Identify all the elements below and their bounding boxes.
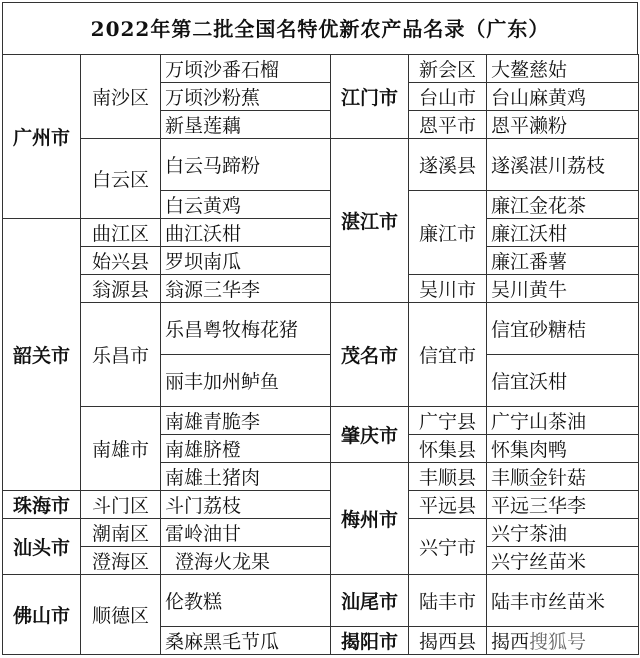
product-cell: 信宜沃柑 — [487, 355, 639, 407]
product-cell: 罗坝南瓜 — [161, 247, 331, 275]
product-cell: 遂溪湛川荔枝 — [487, 139, 639, 191]
product-cell: 广宁山茶油 — [487, 407, 639, 435]
district-cell: 乐昌市 — [81, 303, 161, 407]
product-cell: 南雄土猪肉 — [161, 463, 331, 491]
product-cell: 南雄青脆李 — [161, 407, 331, 435]
product-cell: 乐昌粤牧梅花猪 — [161, 303, 331, 355]
district-cell: 信宜市 — [409, 303, 487, 407]
district-cell: 怀集县 — [409, 435, 487, 463]
district-cell: 揭西县 — [409, 627, 487, 655]
product-cell: 白云黄鸡 — [161, 191, 331, 219]
product-cell: 平远三华李 — [487, 491, 639, 519]
table-row — [3, 491, 639, 519]
product-cell: 廉江金花茶 — [487, 191, 639, 219]
district-cell: 遂溪县 — [409, 139, 487, 191]
district-cell: 白云区 — [81, 139, 161, 219]
watermark-text: 搜狐号 — [529, 631, 587, 653]
product-cell: 伦教糕 — [161, 575, 331, 627]
product-cell: 怀集肉鸭 — [487, 435, 639, 463]
product-cell: 万顷沙粉蕉 — [161, 83, 331, 111]
district-cell: 广宁县 — [409, 407, 487, 435]
city-cell: 湛江市 — [331, 139, 409, 303]
district-cell: 台山市 — [409, 83, 487, 111]
product-list-sheet — [2, 2, 638, 655]
table-row — [3, 547, 639, 575]
table-row — [3, 55, 639, 83]
table-row — [3, 519, 639, 547]
district-cell: 顺德区 — [81, 575, 161, 655]
table-row — [3, 247, 639, 275]
district-cell: 丰顺县 — [409, 463, 487, 491]
city-cell: 广州市 — [3, 55, 81, 219]
district-cell: 南沙区 — [81, 55, 161, 139]
district-cell: 南雄市 — [81, 407, 161, 491]
product-cell: 兴宁丝苗米 — [487, 547, 639, 575]
district-cell: 潮南区 — [81, 519, 161, 547]
city-cell: 揭阳市 — [331, 627, 409, 655]
table-row — [3, 219, 639, 247]
table-row — [3, 303, 639, 355]
product-text: 揭西 — [491, 631, 530, 653]
product-cell: 雷岭油甘 — [161, 519, 331, 547]
table-row — [3, 139, 639, 191]
product-cell: 恩平濑粉 — [487, 111, 639, 139]
product-cell: 廉江沃柑 — [487, 219, 639, 247]
product-cell: 大鳌慈姑 — [487, 55, 639, 83]
product-cell: 吴川黄牛 — [487, 275, 639, 303]
city-cell: 韶关市 — [3, 219, 81, 491]
district-cell: 恩平市 — [409, 111, 487, 139]
district-cell: 廉江市 — [409, 191, 487, 275]
district-cell: 翁源县 — [81, 275, 161, 303]
table-title: 2022年第二批全国名特优新农产品名录（广东） — [2, 2, 638, 54]
product-cell: 曲江沃柑 — [161, 219, 331, 247]
product-cell: 澄海火龙果 — [161, 547, 331, 575]
product-cell: 斗门荔枝 — [161, 491, 331, 519]
product-cell: 桑麻黑毛节瓜 — [161, 627, 331, 655]
product-cell: 信宜砂糖桔 — [487, 303, 639, 355]
district-cell: 斗门区 — [81, 491, 161, 519]
city-cell: 江门市 — [331, 55, 409, 139]
city-cell: 佛山市 — [3, 575, 81, 655]
product-cell: 白云马蹄粉 — [161, 139, 331, 191]
city-cell: 茂名市 — [331, 303, 409, 407]
city-cell: 珠海市 — [3, 491, 81, 519]
product-cell — [487, 627, 639, 655]
district-cell: 澄海区 — [81, 547, 161, 575]
district-cell: 平远县 — [409, 491, 487, 519]
district-cell: 曲江区 — [81, 219, 161, 247]
city-cell: 汕头市 — [3, 519, 81, 575]
table-row — [3, 575, 639, 627]
district-cell: 始兴县 — [81, 247, 161, 275]
product-cell: 兴宁茶油 — [487, 519, 639, 547]
district-cell: 新会区 — [409, 55, 487, 83]
product-cell: 南雄脐橙 — [161, 435, 331, 463]
city-cell: 梅州市 — [331, 463, 409, 575]
product-cell: 新垦莲藕 — [161, 111, 331, 139]
table-row — [3, 407, 639, 435]
product-cell: 台山麻黄鸡 — [487, 83, 639, 111]
district-cell: 兴宁市 — [409, 519, 487, 575]
product-cell: 万顷沙番石榴 — [161, 55, 331, 83]
city-cell: 肇庆市 — [331, 407, 409, 463]
product-cell: 廉江番薯 — [487, 247, 639, 275]
city-cell: 汕尾市 — [331, 575, 409, 627]
product-table — [2, 54, 639, 655]
product-cell: 陆丰市丝苗米 — [487, 575, 639, 627]
product-cell: 翁源三华李 — [161, 275, 331, 303]
district-cell: 陆丰市 — [409, 575, 487, 627]
product-cell: 丽丰加州鲈鱼 — [161, 355, 331, 407]
district-cell: 吴川市 — [409, 275, 487, 303]
product-cell: 丰顺金针菇 — [487, 463, 639, 491]
table-row — [3, 275, 639, 303]
